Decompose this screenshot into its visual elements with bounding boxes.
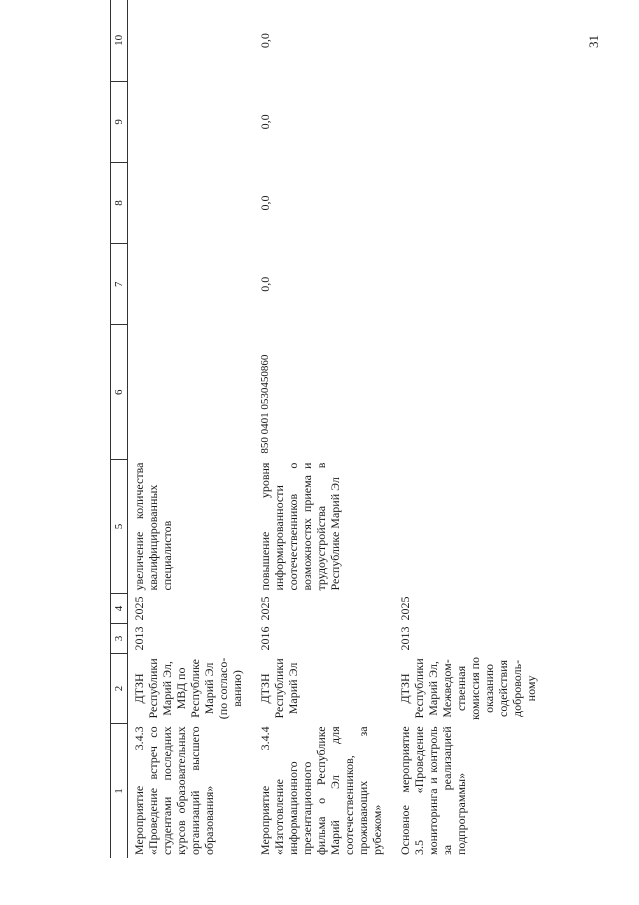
value-col-10: 0,0 [258, 33, 272, 49]
budget-code-cell: 850 0401 0530450860 [259, 354, 271, 454]
table-row [128, 0, 255, 858]
result-cell: повышение уровня информированности соотечественников о возможностях приема и трудоустройства в Республике Марий Эл [258, 462, 342, 591]
value-col-7 [394, 244, 548, 325]
budget-code-cell [128, 325, 255, 460]
executor-cell: ДТЗН Республики Марий Эл, МВД по Республике Марий Эл (по согласо-ванию) [132, 657, 244, 720]
value-col-9 [128, 81, 255, 162]
header-col-6: 6 [111, 325, 128, 460]
activity-cell: Мероприятие 3.4.3 «Проведение встреч со студентами последних курсов образовательных организаций высшего образования» [132, 726, 216, 855]
table-row [254, 0, 394, 858]
end-year-cell: 2025 [398, 596, 412, 621]
executor-cell: ДТЗН Республики Марий Эл, Межведом-ственная комиссия по оказанию содействия доброволь-ному [398, 656, 538, 720]
start-year-cell: 2016 [258, 626, 272, 651]
activity-cell: Мероприятие 3.4.4 «Изготовление информационного презентационного фильма о Республике Марий Эл для соотечественников, проживающих за рубежом» [258, 726, 384, 855]
header-col-10: 10 [111, 0, 128, 81]
result-cell: увеличение количества квалифицированных специалистов [132, 462, 174, 591]
value-col-9: 0,0 [258, 114, 272, 130]
program-table [110, 0, 548, 858]
start-year-cell: 2013 [398, 626, 412, 651]
value-col-10 [128, 0, 255, 81]
value-col-10 [394, 0, 548, 81]
value-col-7: 0,0 [258, 276, 272, 292]
header-col-1: 1 [111, 723, 128, 858]
end-year-cell: 2025 [258, 596, 272, 621]
start-year-cell: 2013 [132, 626, 146, 651]
header-col-3: 3 [111, 624, 128, 654]
table-row [394, 0, 548, 858]
header-col-2: 2 [111, 654, 128, 724]
header-col-9: 9 [111, 81, 128, 162]
end-year-cell: 2025 [132, 596, 146, 621]
value-col-8: 0,0 [258, 195, 272, 211]
header-col-5: 5 [111, 460, 128, 594]
header-col-4: 4 [111, 594, 128, 624]
page-number: 31 [586, 35, 601, 48]
table-header [111, 0, 128, 858]
executor-cell: ДТЗН Республики Марий Эл [258, 658, 300, 719]
header-col-8: 8 [111, 162, 128, 243]
activity-cell: Основное мероприятие 3.5 «Проведение мониторинга и контроль за реализацией подпрограммы» [398, 726, 468, 855]
result-cell [394, 460, 548, 594]
value-col-7 [128, 244, 255, 325]
header-col-7: 7 [111, 244, 128, 325]
value-col-8 [128, 162, 255, 243]
value-col-8 [394, 162, 548, 243]
value-col-9 [394, 81, 548, 162]
budget-code-cell [394, 325, 548, 460]
